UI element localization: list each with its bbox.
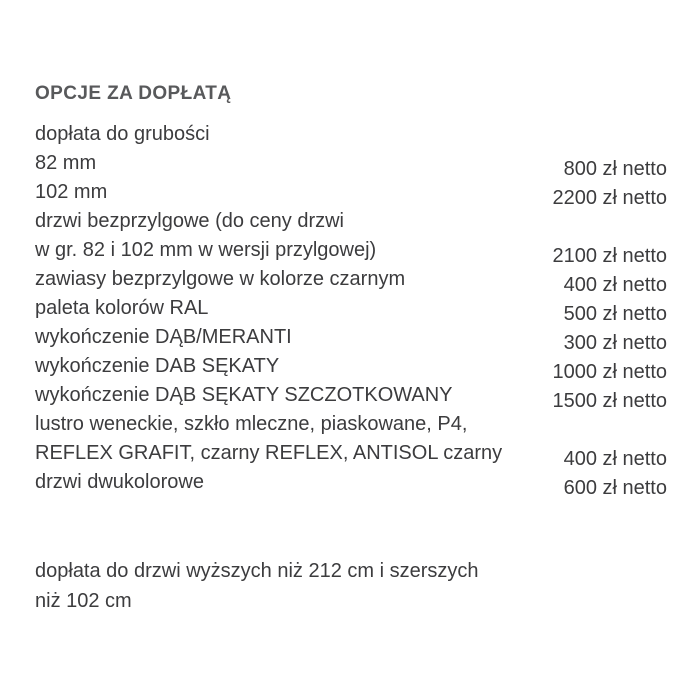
option-price: 400 zł netto — [563, 448, 667, 470]
option-price: 1500 zł netto — [552, 390, 667, 412]
price-list — [35, 120, 667, 497]
option-price: 300 zł netto — [563, 332, 667, 354]
option-label: paleta kolorów RAL — [35, 297, 209, 319]
option-price: 2100 zł netto — [552, 245, 667, 267]
option-price: 400 zł netto — [563, 274, 667, 296]
page-title: OPCJE ZA DOPŁATĄ — [35, 82, 232, 104]
option-label: 102 mm — [35, 181, 108, 203]
option-price: 500 zł netto — [563, 303, 667, 325]
option-price: 1000 zł netto — [552, 361, 667, 383]
option-label: dopłata do grubości — [35, 123, 210, 145]
size-surcharge-note-line-2: niż 102 cm — [35, 590, 132, 612]
option-label: lustro weneckie, szkło mleczne, piaskowane, P4, — [35, 413, 468, 435]
size-surcharge-note — [35, 556, 479, 616]
option-price: 800 zł netto — [563, 158, 667, 180]
option-label: wykończenie DĄB/MERANTI — [35, 326, 292, 348]
option-label: drzwi bezprzylgowe (do ceny drzwi — [35, 210, 345, 232]
option-price: 2200 zł netto — [552, 187, 667, 209]
option-label: w gr. 82 i 102 mm w wersji przylgowej) — [35, 239, 377, 261]
option-label: drzwi dwukolorowe — [35, 471, 204, 493]
option-label: wykończenie DĄB SĘKATY SZCZOTKOWANY — [35, 384, 453, 406]
price-list-row — [35, 439, 667, 468]
option-label: REFLEX GRAFIT, czarny REFLEX, ANTISOL czarny — [35, 442, 503, 464]
price-list-row — [35, 236, 667, 265]
size-surcharge-note-line-1: dopłata do drzwi wyższych niż 212 cm i szerszych — [35, 560, 479, 582]
option-label: wykończenie DAB SĘKATY — [35, 355, 280, 377]
option-label: 82 mm — [35, 152, 97, 174]
option-label: zawiasy bezprzylgowe w kolorze czarnym — [35, 268, 406, 290]
option-price: 600 zł netto — [563, 477, 667, 499]
price-list-row — [35, 120, 667, 149]
price-list-row — [35, 149, 667, 178]
